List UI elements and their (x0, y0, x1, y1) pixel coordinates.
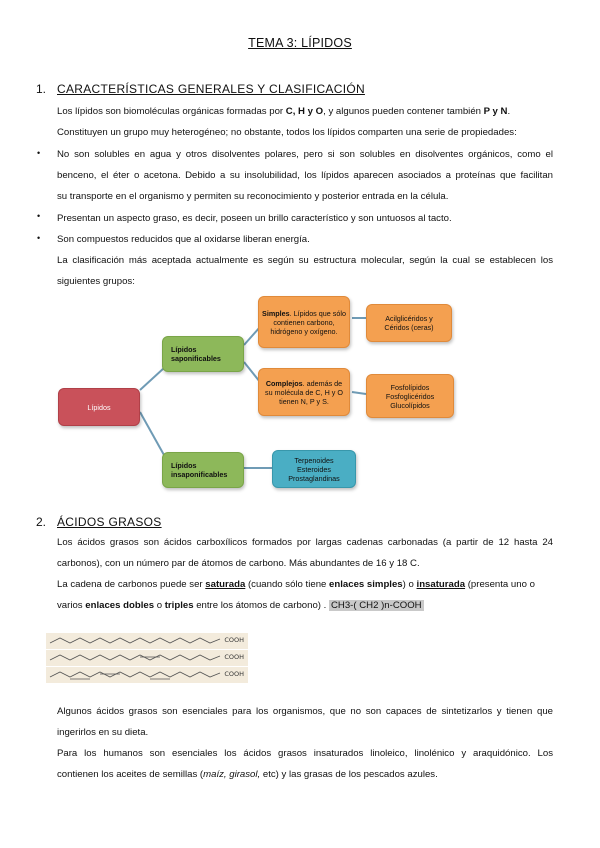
diagram-node-terpenoides (272, 450, 356, 488)
fatty-acids-line-1: Los ácidos grasos son ácidos carboxílicos formados por largas cadenas carbonadas (a partir de 12 hasta 24 (57, 537, 553, 548)
bullet-3: Son compuestos reducidos que al oxidarse liberan energía. (57, 234, 310, 245)
section-2-number: 2. (36, 515, 47, 529)
fatty-acid-saturated-image (46, 633, 248, 649)
paragraph-intro (57, 106, 510, 118)
paragraph-heterogeneo: Constituyen un grupo muy heterogéneo; no obstante, todos los lípidos comparten una serie de propiedades: (57, 127, 517, 138)
label-line: Prostaglandinas (288, 473, 340, 483)
bold-text: enlaces dobles (85, 600, 155, 611)
fatty-acid-monounsaturated-image (46, 650, 248, 666)
section-1-number: 1. (36, 82, 47, 96)
label-line: Céridos (ceras) (384, 323, 434, 332)
connector-line (140, 412, 164, 455)
cooh-label: COOH (224, 670, 244, 678)
diagram-node-saponificables (162, 336, 244, 372)
diagram-node-lipidos (58, 388, 140, 426)
bullet-1-line-3: su transporte en el organismo y permiten su reconocimiento y posterior entrada en la célula. (57, 191, 449, 202)
text: o (154, 600, 165, 611)
bold-text: saturada (205, 579, 246, 590)
fatty-acid-polyunsaturated-image (46, 667, 248, 683)
node-label (171, 461, 227, 479)
zigzag-chain (46, 667, 248, 683)
formula-highlight: CH3-( CH2 )n-COOH (330, 600, 422, 611)
text: . además de su molécula de C, H y O tienen N, P y S. (265, 378, 343, 406)
diagram-node-complejos (258, 368, 350, 416)
label-line: Lípidos (171, 345, 197, 354)
bullet-dot: • (37, 211, 41, 221)
text: contienen los aceites de semillas ( (57, 769, 204, 780)
node-label (386, 383, 434, 410)
bold-text: insaturada (416, 579, 466, 590)
text: Los lípidos son biomoléculas orgánicas formadas por (57, 106, 286, 117)
label-line: Glucolípidos (390, 400, 430, 410)
bold-text: triples (164, 600, 194, 611)
section-2-heading: ÁCIDOS GRASOS (57, 515, 162, 529)
label-line: Terpenoides (294, 455, 334, 465)
text: La cadena de carbonos puede ser (57, 579, 206, 590)
text: ) o (402, 579, 417, 590)
label-line: Fosfolípidos (390, 382, 430, 392)
text: entre los átomos de carbono) . (193, 600, 329, 611)
node-label (262, 309, 346, 336)
bold-text: enlaces simples (329, 579, 403, 590)
label-line: Acilglicéridos y (385, 314, 433, 323)
bullet-dot: • (37, 148, 41, 158)
classification-line-2: siguientes grupos: (57, 276, 135, 287)
bold-text: Complejos (265, 378, 303, 388)
bullet-dot: • (37, 233, 41, 243)
node-label (262, 379, 346, 406)
text: (presenta uno o (465, 579, 535, 590)
cooh-label: COOH (224, 653, 244, 661)
node-label (171, 345, 221, 363)
bullet-1-line-1: No son solubles en agua y otros disolventes polares, pero si son solubles en disolventes orgánicos, como el (57, 149, 553, 160)
cooh-label: COOH (224, 636, 244, 644)
connector-line (352, 392, 366, 394)
label-line: Esteroides (297, 464, 331, 474)
node-label (384, 314, 433, 332)
italic-text: maíz, girasol, (203, 769, 261, 780)
text: varios (57, 600, 86, 611)
text: . Lípidos que sólo contienen carbono, hidrógeno y oxígeno. (270, 308, 346, 336)
fatty-acids-line-2: carbonos), con un número par de átomos de carbono. Más abundantes de 16 y 18 C. (57, 558, 420, 569)
essential-line-4 (57, 769, 438, 781)
fatty-acids-line-4 (57, 600, 424, 612)
diagram-node-fosfolipidos (366, 374, 454, 418)
text: , y algunos pueden contener también (323, 106, 484, 117)
text: etc) y las grasas de los pescados azules. (260, 769, 438, 780)
zigzag-chain (46, 650, 248, 666)
connector-line (140, 368, 164, 390)
text: (cuando sólo tiene (245, 579, 330, 590)
fatty-acids-line-3 (57, 579, 557, 591)
classification-line-1: La clasificación más aceptada actualmente es según su estructura molecular, según la cual se establecen los (57, 255, 553, 266)
essential-line-1: Algunos ácidos grasos son esenciales para los organismos, que no son capaces de sintetizarlos y tienen que (57, 706, 553, 717)
bullet-1-line-2: benceno, el éter o acetona. Debido a su insolubilidad, los lípidos aparecen asociados a proteínas que facilitan (57, 170, 553, 181)
diagram-node-acilgliceridos (366, 304, 452, 342)
label-line: Fosfoglicéridos (385, 391, 435, 401)
node-label: Lípidos (87, 402, 111, 412)
bold-text: C, H y O (285, 106, 324, 117)
page-title: TEMA 3: LÍPIDOS (248, 36, 352, 50)
node-label (288, 456, 340, 483)
essential-line-3: Para los humanos son esenciales los ácidos grasos insaturados linoleico, linolénico y araquidónico. Los (57, 748, 553, 759)
label-line: insaponificables (171, 470, 228, 479)
label-line: Lípidos (171, 461, 197, 470)
bold-text: P y N (483, 106, 508, 117)
essential-line-2: ingerirlos en su dieta. (57, 727, 149, 738)
text: . (507, 106, 511, 117)
bold-text: Simples (262, 308, 290, 318)
diagram-node-insaponificables (162, 452, 244, 488)
label-line: saponificables (171, 354, 221, 363)
diagram-node-simples (258, 296, 350, 348)
bullet-2: Presentan un aspecto graso, es decir, poseen un brillo característico y son untuosos al tacto. (57, 213, 452, 224)
section-1-heading: CARACTERÍSTICAS GENERALES Y CLASIFICACIÓN (57, 82, 365, 96)
zigzag-chain (46, 633, 248, 649)
